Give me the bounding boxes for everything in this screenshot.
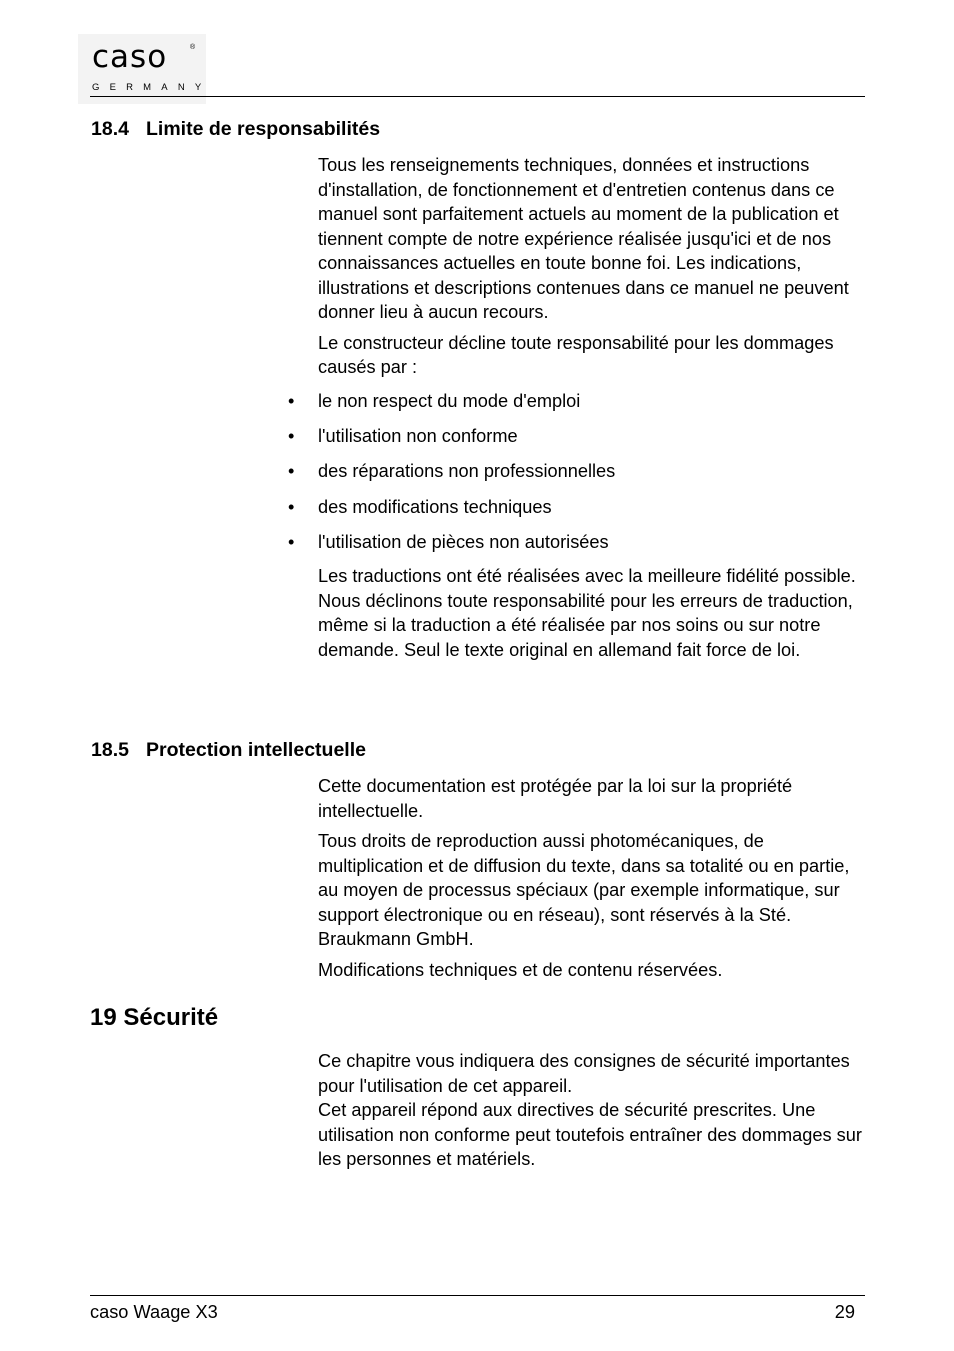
list-item — [288, 389, 858, 414]
heading-18-4-number: 18.4 — [91, 118, 129, 140]
bullet-icon: • — [288, 426, 295, 447]
paragraph-reproduction: Tous droits de reproduction aussi photomécaniques, de multiplication et de diffusion du texte, dans sa totalité ou en partie, au moyen de processus spéciaux (par exemple informatique, sur support électronique ou en réseau), sont réservés à la Sté. Braukmann GmbH. — [318, 831, 850, 949]
logo-registered-mark: ® — [190, 44, 196, 51]
paragraph-technical-info: Tous les renseignements techniques, données et instructions d'installation, de fonctionnement et d'entretien contenus dans ce manuel sont parfaitement actuels au moment de la publication et tiennent compte de notre expérience réalisée jusqu'ici et de nos connaissances actuelles en toute bonne foi. Les indications, illustrations et descriptions contenues dans ce manuel ne peuvent donner lieu à aucun recours. — [318, 155, 849, 322]
heading-19-securite: 19 Sécurité — [90, 1004, 219, 1031]
list-item-text: des modifications techniques — [318, 496, 552, 517]
list-item-text: l'utilisation non conforme — [318, 426, 518, 447]
footer-rule — [90, 1295, 865, 1296]
paragraph-modifications: Modifications techniques et de contenu réservées. — [318, 959, 723, 980]
section-18-4-intro — [318, 153, 868, 380]
logo-subtitle: GERMANY — [92, 82, 212, 93]
paragraph-copyright: Cette documentation est protégée par la loi sur la propriété intellectuelle. — [318, 776, 793, 821]
list-item-text: l'utilisation de pièces non autorisées — [318, 531, 609, 552]
paragraph-safety-directives: Cet appareil répond aux directives de sécurité prescrites. Une utilisation non conforme peut toutefois entraîner des dommages sur les personnes et matériels. — [318, 1100, 862, 1169]
footer-product-name: caso Waage X3 — [90, 1302, 218, 1322]
logo-wordmark: caso — [92, 39, 168, 75]
bullet-icon: • — [288, 531, 295, 552]
list-item — [288, 459, 858, 484]
list-item-text: des réparations non professionnelles — [318, 461, 616, 482]
header-rule — [90, 96, 865, 97]
paragraph-liability: Le constructeur décline toute responsabilité pour les dommages causés par : — [318, 332, 834, 377]
list-item-text: le non respect du mode d'emploi — [318, 391, 581, 411]
heading-18-5-title: Protection intellectuelle — [146, 739, 366, 761]
caso-logo — [78, 34, 212, 104]
bullet-icon: • — [288, 391, 295, 411]
heading-18-5-number: 18.5 — [91, 739, 129, 761]
section-19-body — [318, 1049, 868, 1172]
list-item — [288, 424, 858, 449]
section-18-5-body — [318, 774, 868, 982]
bullet-icon: • — [288, 461, 295, 482]
heading-18-4 — [91, 120, 380, 140]
liability-list — [288, 389, 858, 565]
bullet-icon: • — [288, 496, 295, 517]
page-number: 29 — [834, 1302, 855, 1322]
list-item — [288, 495, 858, 520]
paragraph-translation: Les traductions ont été réalisées avec la meilleure fidélité possible. Nous déclinons toute responsabilité pour les erreurs de traduction, même si la traduction a été réalisée par nos soins ou sur notre demande. Seul le texte original en allemand fait force de loi. — [318, 566, 856, 660]
paragraph-safety-intro: Ce chapitre vous indiquera des consignes de sécurité importantes pour l'utilisation de cet appareil. — [318, 1051, 850, 1096]
heading-18-5 — [91, 741, 366, 761]
section-18-4-translation — [318, 564, 868, 662]
list-item — [288, 530, 858, 555]
heading-18-4-title: Limite de responsabilités — [146, 118, 381, 140]
